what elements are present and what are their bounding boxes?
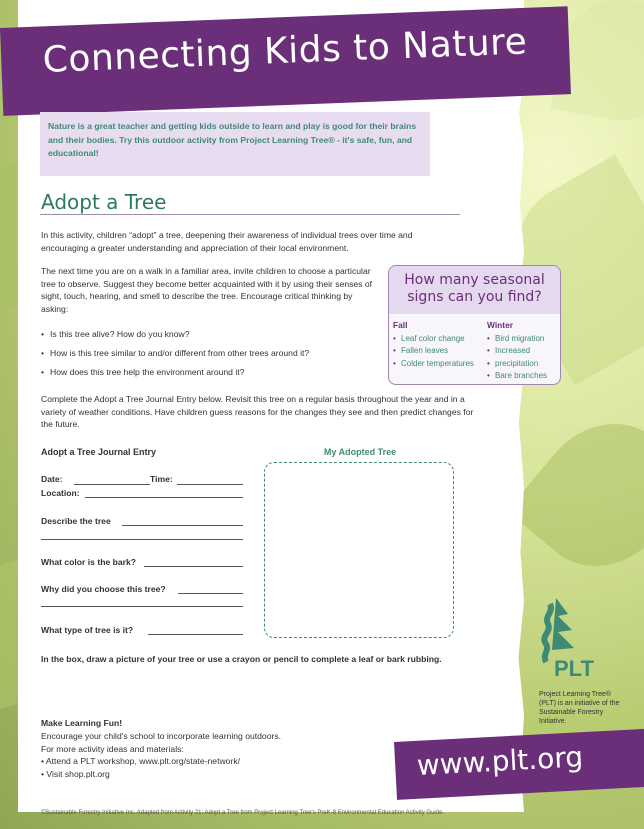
describe-field[interactable] (41, 539, 243, 540)
fun-bullet: • Attend a PLT workshop, www.plt.org/state-network/ (41, 756, 241, 767)
fun-bullet: • Visit shop.plt.org (41, 769, 110, 780)
svg-text:PLT: PLT (554, 656, 594, 681)
fall-column (393, 319, 481, 370)
list-item: • Fallen leaves (393, 345, 481, 358)
plt-caption: Project Learning Tree® (PLT) is an initiative of the Sustainable Forestry Initiative. (539, 691, 620, 725)
paragraph-2: The next time you are on a walk in a familiar area, invite children to choose a particular tree to observe. Suggest they become better acquainted with it by using their senses of sight, touch, hearing, and smell to describe the tree. Encourage critical thinking by asking: (41, 266, 373, 314)
list-item: • Bird migration (487, 333, 557, 346)
fun-line: Encourage your child's school to incorporate learning outdoors. (41, 730, 282, 741)
seasonal-signs-callout (388, 265, 561, 385)
describe-field[interactable] (122, 525, 243, 526)
page-title: Connecting Kids to Nature (42, 21, 529, 81)
fun-line: For more activity ideas and materials: (41, 743, 184, 754)
fall-heading: Fall (393, 320, 408, 330)
list-item: • Colder temperatures (393, 358, 481, 371)
winter-heading: Winter (487, 320, 513, 330)
adopted-tree-title: My Adopted Tree (323, 447, 397, 457)
intro-box: Nature is a great teacher and getting kids outside to learn and play is good for their brains and their bodies. Try this outdoor activity from Project Learning Tree® - it's safe, fun, and educational! (40, 112, 430, 176)
why-field[interactable] (41, 606, 243, 607)
bark-field[interactable] (144, 566, 243, 567)
fun-heading: Make Learning Fun! (41, 718, 123, 728)
section-title: Adopt a Tree (41, 190, 167, 214)
leaf-decoration (507, 396, 644, 594)
time-field[interactable] (177, 484, 243, 485)
location-label: Location: (41, 488, 80, 498)
list-item-continued: • precipitation (487, 358, 557, 371)
drawing-instruction: In the box, draw a picture of your tree or use a crayon or pencil to complete a leaf or bark rubbing. (41, 654, 442, 664)
journal-title: Adopt a Tree Journal Entry (41, 447, 157, 457)
type-label: What type of tree is it? (41, 625, 134, 635)
question-item: • Is this tree alive? How do you know? (41, 329, 190, 339)
section-divider (40, 214, 460, 215)
plt-logo-icon (528, 592, 618, 682)
make-learning-fun (41, 717, 341, 781)
describe-label: Describe the tree (41, 516, 111, 526)
list-item: • Leaf color change (393, 333, 481, 346)
list-item: • Bare branches (487, 370, 557, 383)
copyright: ©Sustainable Forestry Initiative Inc. Adapted from Activity 21: Adopt a Tree from Project Learning Tree's PreK-8 Environmental Education Activity Guide. (41, 810, 445, 816)
callout-title: How many seasonal signs can you find? (389, 266, 560, 314)
drawing-box[interactable] (264, 462, 454, 638)
why-field[interactable] (178, 593, 243, 594)
question-item: • How does this tree help the environment around it? (41, 367, 245, 377)
why-label: Why did you choose this tree? (41, 584, 166, 594)
date-field[interactable] (74, 484, 150, 485)
paragraph-3: Complete the Adopt a Tree Journal Entry below. Revisit this tree on a regular basis throughout the year and in a variety of weather conditions. Have children guess reasons for the changes they see and then predict changes for the future. (41, 394, 474, 429)
location-field[interactable] (85, 497, 243, 498)
winter-column (487, 319, 557, 383)
paragraph-1: In this activity, children “adopt” a tree, deepening their awareness of individual trees over time and encouraging a greater understanding and appreciation of their local environment. (41, 230, 413, 253)
list-item: • Increased (487, 345, 557, 358)
type-field[interactable] (148, 634, 243, 635)
website-link[interactable]: www.plt.org (416, 740, 584, 782)
time-label: Time: (150, 474, 173, 484)
bark-label: What color is the bark? (41, 557, 137, 567)
date-label: Date: (41, 474, 63, 484)
question-item: • How is this tree similar to and/or different from other trees around it? (41, 348, 310, 358)
